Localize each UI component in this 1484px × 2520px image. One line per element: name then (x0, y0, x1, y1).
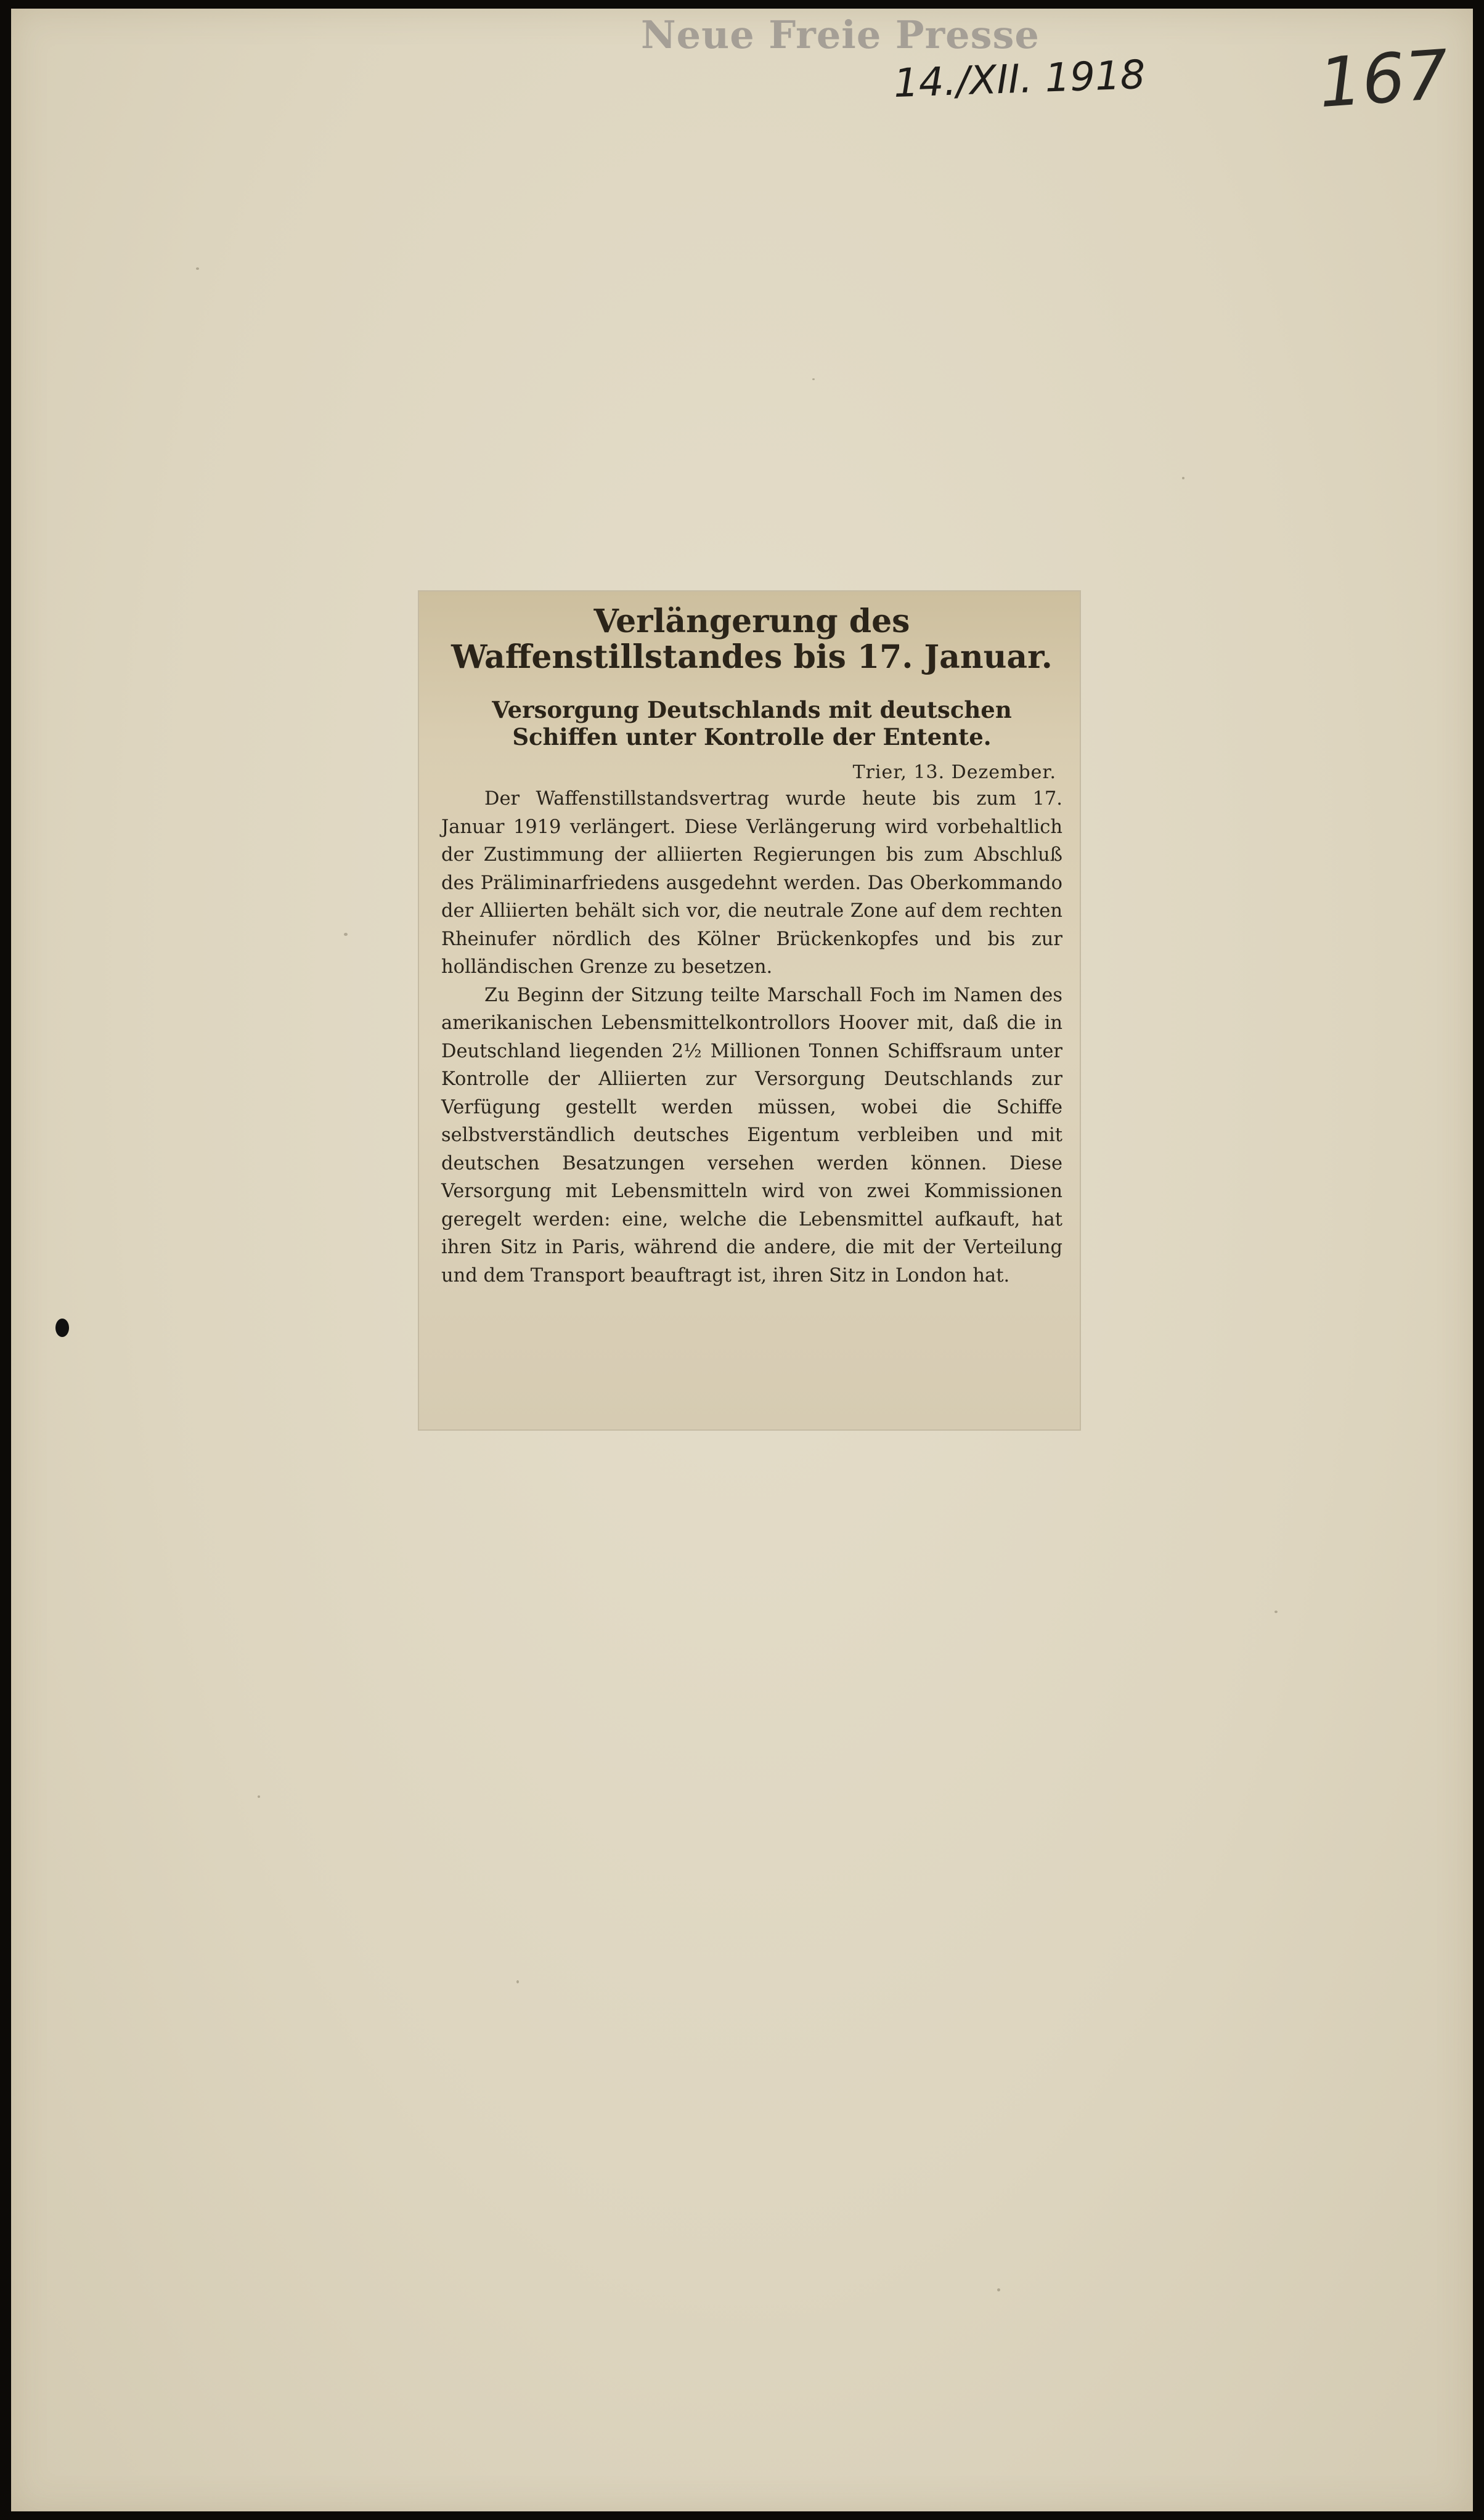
clipping-paragraph: Der Waffenstillstandsvertrag wurde heute bis zum 17. Januar 1919 verlängert. Diese Verlängerung wird vorbehaltlich der Zustimmung der alliierten Regierungen bis zum Abschluß des Präliminarfriedens ausgedehnt werden. Das Oberkommando der Alliierten behält sich vor, die neutrale Zone auf dem rechten Rheinufer nördlich des Kölner Brückenkopfes und bis zur holländischen Grenze zu besetzen. (441, 788, 1062, 978)
clipping-paragraph: Zu Beginn der Sitzung teilte Marschall Foch im Namen des amerikanischen Lebensmittelkontrollors Hoover mit, daß die in Deutschland liegenden 2½ Millionen Tonnen Schiffsraum unter Kontrolle der Alliierten zur Versorgung Deutschlands zur Verfügung gestellt werden müssen, wobei die Schiffe selbstverständlich deutsches Eigentum verbleiben und mit deutschen Besatzungen versehen werden können. Diese Versorgung mit Lebensmitteln wird von zwei Kommissionen geregelt werden: eine, welche die Lebensmittel aufkauft, hat ihren Sitz in Paris, während die andere, die mit der Verteilung und dem Transport beauftragt ist, ihren Sitz in London hat. (441, 984, 1062, 1286)
newspaper-clipping (419, 591, 1080, 1429)
paper-speck (258, 1795, 260, 1798)
paper-speck (1182, 477, 1184, 479)
ink-blot (55, 1319, 69, 1337)
clipping-dateline: Trier, 13. Dezember. (852, 762, 1056, 783)
paper-speck (997, 2288, 1000, 2291)
paper-speck (344, 933, 348, 936)
folio-number: 167 (1316, 35, 1451, 123)
newspaper-stamp: Neue Freie Presse (641, 12, 1040, 57)
paper-speck (196, 267, 199, 270)
handwritten-date: 14./XII. 1918 (892, 52, 1146, 107)
clipping-subheadline: Versorgung Deutschlands mit deutschen Schiffen unter Kontrolle der Entente. (492, 696, 1012, 750)
paper-speck (812, 378, 815, 380)
paper-speck (1274, 1611, 1278, 1613)
paper-speck (516, 1980, 519, 1983)
clipping-headline: Verlängerung des Waffenstillstandes bis 17. Januar. (451, 603, 1053, 676)
